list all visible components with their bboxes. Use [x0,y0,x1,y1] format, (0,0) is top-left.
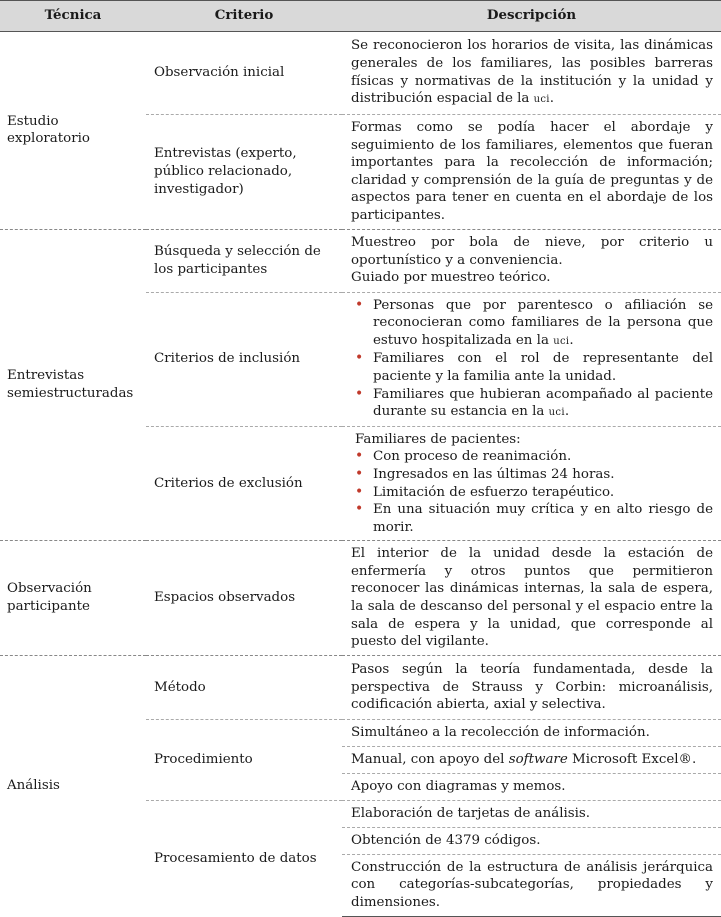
criterio-entrevistas: Entrevistas (experto, público relacionado, investigador) [146,115,342,230]
desc-observacion-inicial: Se reconocieron los horarios de visita, las dinámicas generales de los familiares, las posibles barreras físicas y normativas de la institución y la unidad y distribución espacial de la uci. [351,38,713,107]
criterio-observacion-inicial: Observación inicial [154,65,285,81]
list-item: • Con proceso de reanimación. [351,448,713,466]
list-item: • Familiares que hubieran acompañado al paciente durante su estancia en la uci. [351,386,713,422]
criterio-inclusion: Criterios de inclusión [146,292,342,426]
desc-espacios-observados: El interior de la unidad desde la estación de enfermería y otros puntos que permitieron reconocer las dinámicas internas, la sala de espera, la sala de descanso del personal y el espacio entre la sala de espera y la unidad, que corresponde al puesto del vigilante. [342,541,721,656]
list-item: • Ingresados en las últimas 24 horas. [351,466,713,484]
exclusion-list [351,448,713,536]
list-item: • En una situación muy crítica y en alto riesgo de morir. [351,501,713,536]
list-item: • Personas que por parentesco o afiliación se reconocieran como familiares de la persona que estuvo hospitalizada en la uci. [351,297,713,351]
desc-procedimiento-1: Simultáneo a la recolección de información. [342,719,721,746]
criterio-procesamiento-datos: Procesamiento de datos [146,800,342,916]
tecnica-estudio-exploratorio: Estudio exploratorio [7,113,90,147]
desc-procedimiento-3: Apoyo con diagramas y memos. [342,773,721,800]
table-row [0,32,721,115]
desc-busqueda-seleccion: Muestreo por bola de nieve, por criterio u oportunístico y a conveniencia. Guiado por muestreo teórico. [342,229,721,292]
desc-inclusion [342,292,721,426]
desc-datos-3: Construcción de la estructura de análisis jerárquica con categorías-subcategorías, propiedades y dimensiones. [342,854,721,916]
criterio-busqueda-seleccion: Búsqueda y selección de los participantes [146,229,342,292]
desc-datos-1: Elaboración de tarjetas de análisis. [342,800,721,827]
table-row [0,655,721,719]
desc-entrevistas: Formas como se podía hacer el abordaje y seguimiento de los familiares, elementos que fueran importantes para la recolección de información; claridad y comprensión de la guía de preguntas y de aspectos para tener en cuenta en el abordaje de los participantes. [342,115,721,230]
list-item: • Limitación de esfuerzo terapéutico. [351,484,713,502]
tecnica-observacion-participante: Observación participante [0,541,146,656]
inclusion-list [351,297,713,422]
header-descripcion: Descripción [342,1,721,32]
table-row [0,229,721,292]
list-item: • Familiares con el rol de representante del paciente y la familia ante la unidad. [351,350,713,385]
tecnica-entrevistas-semiestructuradas: Entrevistas semiestructuradas [0,229,146,541]
desc-exclusion [342,426,721,541]
criterio-espacios-observados: Espacios observados [146,541,342,656]
criterio-procedimiento: Procedimiento [146,719,342,800]
table-row [0,541,721,656]
tecnica-analisis: Análisis [0,655,146,916]
header-criterio: Criterio [146,1,342,32]
header-tecnica: Técnica [0,1,146,32]
header-row [0,1,721,32]
criterio-exclusion: Criterios de exclusión [146,426,342,541]
criterio-metodo: Método [146,655,342,719]
desc-metodo: Pasos según la teoría fundamentada, desde la perspectiva de Strauss y Corbin: microanálisis, codificación abierta, axial y selectiva. [342,655,721,719]
desc-procedimiento-2: Manual, con apoyo del software Microsoft Excel®. [342,746,721,773]
desc-datos-2: Obtención de 4379 códigos. [342,827,721,854]
exclusion-heading: Familiares de pacientes: [355,431,521,447]
